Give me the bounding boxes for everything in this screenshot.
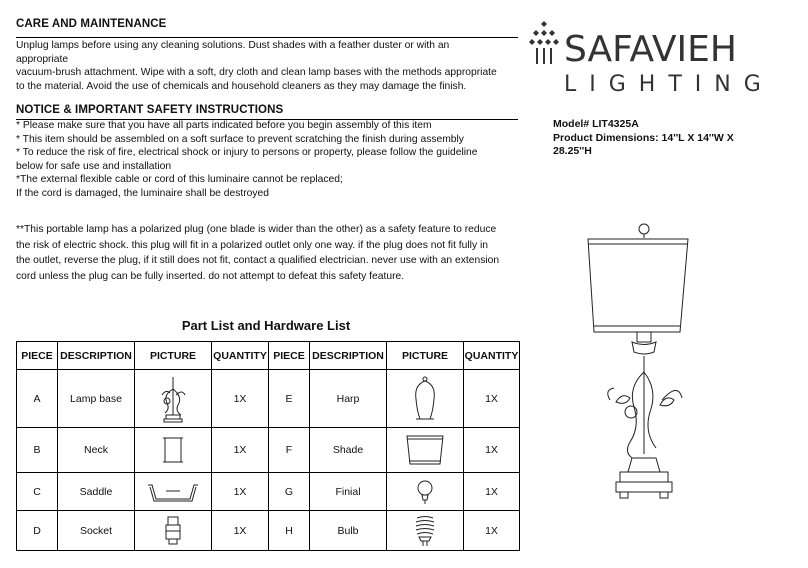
- col-picture: PICTURE: [135, 342, 212, 370]
- quantity-cell: 1X: [464, 428, 520, 473]
- quantity-cell: 1X: [464, 370, 520, 428]
- piece-cell: H: [269, 511, 310, 551]
- notice-line: below for safe use and installation: [16, 160, 172, 172]
- picture-cell: [387, 473, 464, 511]
- harp-icon: [410, 375, 440, 423]
- care-line: Unplug lamps before using any cleaning solutions. Dust shades with a feather duster or with an: [16, 40, 450, 51]
- piece-cell: B: [17, 428, 58, 473]
- plug-line: **This portable lamp has a polarized plug (one blade is wider than the other) as a safety feature to reduce: [16, 224, 497, 235]
- quantity-cell: 1X: [212, 473, 269, 511]
- quantity-cell: 1X: [212, 511, 269, 551]
- description-cell: Lamp base: [58, 370, 135, 428]
- care-divider: [16, 37, 518, 38]
- care-line: appropriate: [16, 53, 69, 65]
- lamp-base-icon: [158, 375, 188, 423]
- picture-cell: [135, 370, 212, 428]
- picture-cell: [135, 511, 212, 551]
- care-line: vacuum-brush attachment. Wipe with a soft, dry cloth and clean lamp bases with the methods appropriate: [16, 67, 497, 79]
- quantity-cell: 1X: [464, 511, 520, 551]
- brand-sub: LIGHTING: [564, 72, 774, 97]
- product-dimensions: Product Dimensions: 14''L X 14''W X: [553, 131, 734, 144]
- plug-notice-text: [16, 222, 499, 284]
- neck-icon: [161, 434, 185, 466]
- notice-line: *The external flexible cable or cord of this luminaire cannot be replaced;: [16, 174, 343, 186]
- description-cell: Shade: [310, 428, 387, 473]
- finial-icon: [415, 478, 435, 506]
- description-cell: Harp: [310, 370, 387, 428]
- quantity-cell: 1X: [464, 473, 520, 511]
- col-quantity: QUANTITY: [212, 342, 269, 370]
- col-description-2: DESCRIPTION: [310, 342, 387, 370]
- notice-text: [16, 119, 478, 201]
- care-title: CARE AND MAINTENANCE: [16, 18, 167, 30]
- brand-mark-icon: [528, 18, 798, 98]
- description-cell: Bulb: [310, 511, 387, 551]
- care-text: [16, 39, 497, 93]
- plug-line: the risk of electric shock. this plug will fit in a polarized outlet only one way. if the plug does not fit fully in: [16, 239, 488, 251]
- notice-line: * This item should be assembled on a soft surface to prevent scratching the finish during assembly: [16, 133, 464, 145]
- shade-icon: [403, 432, 447, 468]
- piece-cell: F: [269, 428, 310, 473]
- lamp-illustration: [570, 222, 690, 504]
- piece-cell: E: [269, 370, 310, 428]
- picture-cell: [387, 428, 464, 473]
- piece-cell: A: [17, 370, 58, 428]
- quantity-cell: 1X: [212, 428, 269, 473]
- col-piece: PIECE: [17, 342, 58, 370]
- model-number: Model# LIT4325A: [553, 118, 639, 130]
- notice-line: If the cord is damaged, the luminaire shall be destroyed: [16, 187, 269, 199]
- care-line: to the material. Avoid the use of chemicals and household cleaners as they may damage the finish.: [16, 80, 467, 92]
- socket-icon: [163, 515, 183, 547]
- saddle-icon: [146, 479, 200, 505]
- picture-cell: [135, 473, 212, 511]
- description-cell: Neck: [58, 428, 135, 473]
- table-row: [17, 370, 520, 428]
- parts-table: [16, 341, 520, 551]
- description-cell: Finial: [310, 473, 387, 511]
- piece-cell: D: [17, 511, 58, 551]
- col-piece-2: PIECE: [269, 342, 310, 370]
- model-info: [553, 118, 773, 159]
- table-row: [17, 473, 520, 511]
- table-row: [17, 428, 520, 473]
- brand-name: SAFAVIEH: [564, 29, 737, 70]
- description-cell: Socket: [58, 511, 135, 551]
- col-picture-2: PICTURE: [387, 342, 464, 370]
- notice-title: NOTICE & IMPORTANT SAFETY INSTRUCTIONS: [16, 104, 284, 116]
- parts-title: Part List and Hardware List: [181, 318, 351, 333]
- col-quantity-2: QUANTITY: [464, 342, 520, 370]
- piece-cell: C: [17, 473, 58, 511]
- plug-line: cord unless the plug can be fully inserted. do not attempt to defeat this safety feature.: [16, 270, 405, 282]
- notice-line: * Please make sure that you have all parts indicated before you begin assembly of this item: [16, 120, 432, 131]
- piece-cell: G: [269, 473, 310, 511]
- table-row: [17, 511, 520, 551]
- bulb-icon: [412, 513, 438, 549]
- parts-header-row: [17, 342, 520, 370]
- description-cell: Saddle: [58, 473, 135, 511]
- brand-logo: [528, 18, 798, 103]
- product-dimensions-cont: 28.25''H: [553, 145, 592, 157]
- notice-line: * To reduce the risk of fire, electrical shock or injury to persons or property, please follow the guideline: [16, 147, 478, 159]
- quantity-cell: 1X: [212, 370, 269, 428]
- picture-cell: [387, 511, 464, 551]
- col-description: DESCRIPTION: [58, 342, 135, 370]
- plug-line: the outlet, reverse the plug, if it still does not fit, contact a qualified electrician. never use with an extension: [16, 255, 500, 266]
- picture-cell: [135, 428, 212, 473]
- picture-cell: [387, 370, 464, 428]
